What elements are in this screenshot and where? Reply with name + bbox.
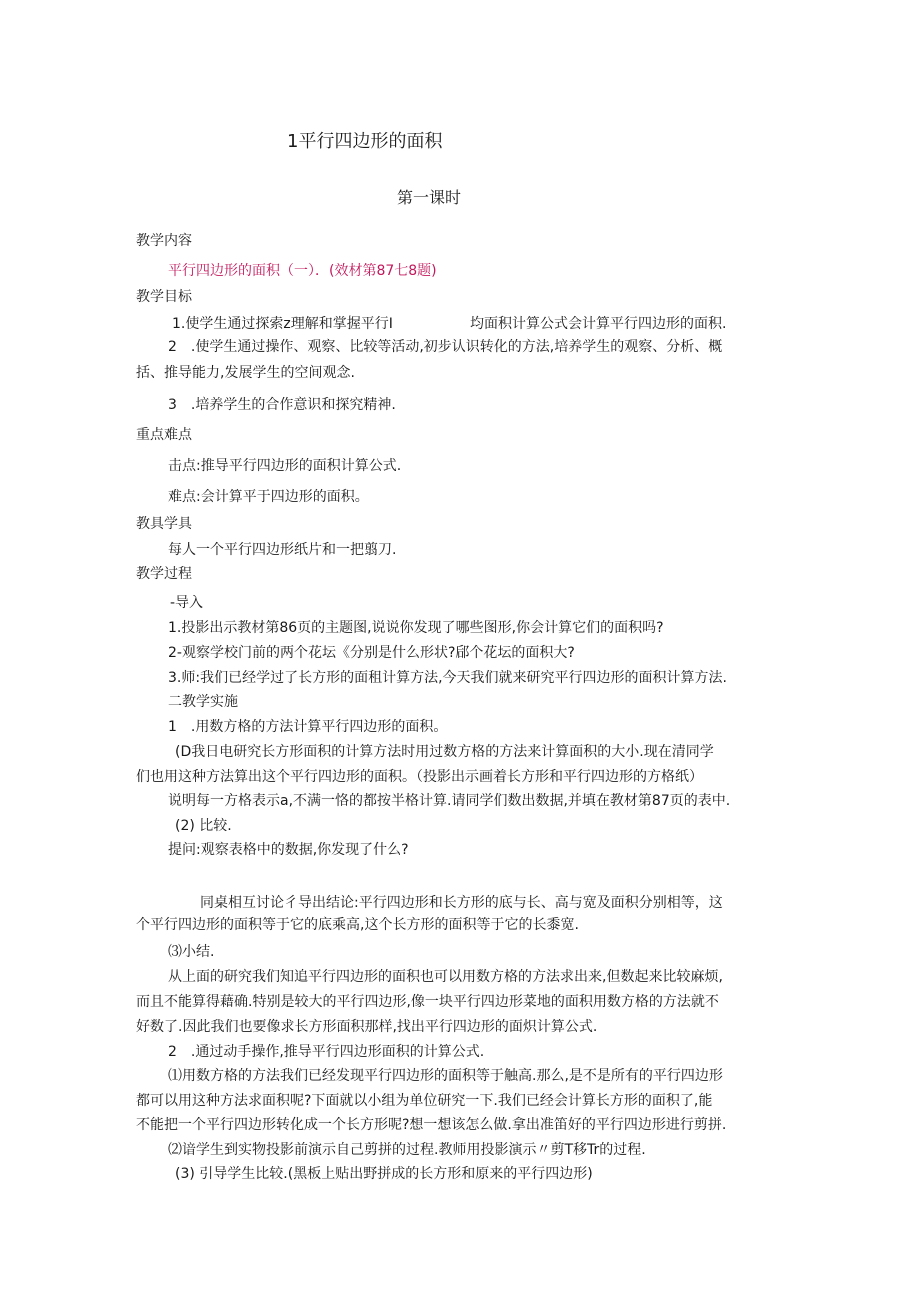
step-2-1c: 不能把一个平行四边形转化成一个长方形呢?想一想该怎么做.拿出准笛好的平行四边形进行剪拼.: [136, 1117, 727, 1133]
section-intro: -导入: [170, 595, 204, 611]
difficult-point: 难点:会计算平于四边形的面积。: [168, 489, 369, 505]
question: 提问:观察表格中的数据,你发现了什么?: [168, 842, 409, 858]
goal-2a: 2 .使学生通过操作、观察、比较等活动,初步认识转化的方法,培养学生的观察、分析、概: [168, 339, 723, 355]
step-2-3: (3) 引导学生比较.(黑板上贴出野拼成的长方形和原来的平行四边形): [175, 1166, 593, 1182]
summary-b: 而且不能算得藉确.特别是较大的平行四边形,像一块平行四边形菜地的面积用数方格的方法就不: [136, 994, 719, 1010]
content-text: 平行四边形的面积（一）．(效材第87七8题): [168, 263, 437, 279]
heading-process: 教学过程: [136, 566, 192, 582]
heading-key-points: 重点难点: [136, 427, 192, 443]
summary-a: 从上面的研究我们知追平行四边形的面积也可以用数方格的方法求出来,但数起来比较麻烦,: [168, 969, 723, 985]
tools-text: 每人一个平行四边形纸片和一把翦刀.: [168, 542, 397, 558]
heading-content: 教学内容: [136, 233, 192, 249]
doc-subtitle: 第一课时: [397, 188, 462, 207]
intro-3: 3.师:我们已经学过了长方形的面租计算方法,今天我们就来研究平行四边形的面积计算方法.: [168, 670, 727, 686]
compare: (2) 比较.: [175, 818, 232, 834]
step-2-2: ⑵谙学生到实物投影前演示自己剪拼的过程.教师用投影演示〃剪T移Tr的过程.: [168, 1142, 646, 1158]
discussion-a: 同桌相互讨论彳导出结论:平行四边形和长方形的底与长、高与宽及面积分别相等，这: [200, 895, 723, 911]
summary-heading: ⑶小结.: [168, 944, 215, 960]
goal-3: 3 .培养学生的合作意识和探究精神.: [168, 397, 396, 413]
step-1-text-b: 们也用这种方法算出这个平行四边形的面积。（投影出示画着长方形和平行四边形的方格纸）: [136, 769, 703, 785]
heading-goals: 教学目标: [136, 289, 192, 305]
step-2-1b: 都可以用这种方法求面积呢?下面就以小组为单位研究一下.我们已经会计算长方形的面积了,能: [136, 1093, 713, 1109]
step-1-text-c: 说明每一方格表示a,不满一恪的都按半格计算.请同学们数出数据,并填在教材第87页的表中.: [168, 793, 731, 809]
doc-title: 1平行四边形的面积: [287, 131, 443, 152]
goal-2b: 括、推导能力,发展学生的空间观念.: [136, 365, 355, 381]
section-implementation: 二教学实施: [168, 694, 238, 710]
heading-tools: 教具学具: [136, 516, 192, 532]
goal-1a: 1.使学生通过探索z理解和掌握平行I: [172, 316, 393, 332]
discussion-b: 个平行四边形的面积等于它的底乘高,这个长方形的面积等于它的长黍宽.: [136, 917, 579, 933]
intro-1: 1.投影出示教材第86页的主题图,说说你发现了哪些图形,你会计算它们的面积吗?: [168, 620, 664, 636]
step-1-text-a: (D我日电研究长方形面积的计算方法时用过数方格的方法来计算面积的大小.现在清同学: [175, 744, 714, 760]
intro-2: 2-观察学校门前的两个花坛《分别是什么形状?郈个花坛的面积大?: [168, 645, 575, 661]
step-1: 1 .用数方格的方法计算平行四边形的面积。: [168, 719, 448, 735]
summary-c: 好数了.因此我们也要像求长方形面积那样,找出平行四边形的面炽计算公式.: [136, 1019, 598, 1035]
step-2-1a: ⑴用数方格的方法我们已经发现平行四边形的面积等于触高.那么,是不是所有的平行四边形: [168, 1068, 723, 1084]
goal-1b: 均面积计算公式会计算平行四边形的面积.: [470, 316, 727, 332]
step-2: 2 .通过动手操作,推导平行四边形面积的计算公式.: [168, 1044, 485, 1060]
key-point: 击点:推导平行四边形的面积计算公式.: [168, 458, 402, 474]
